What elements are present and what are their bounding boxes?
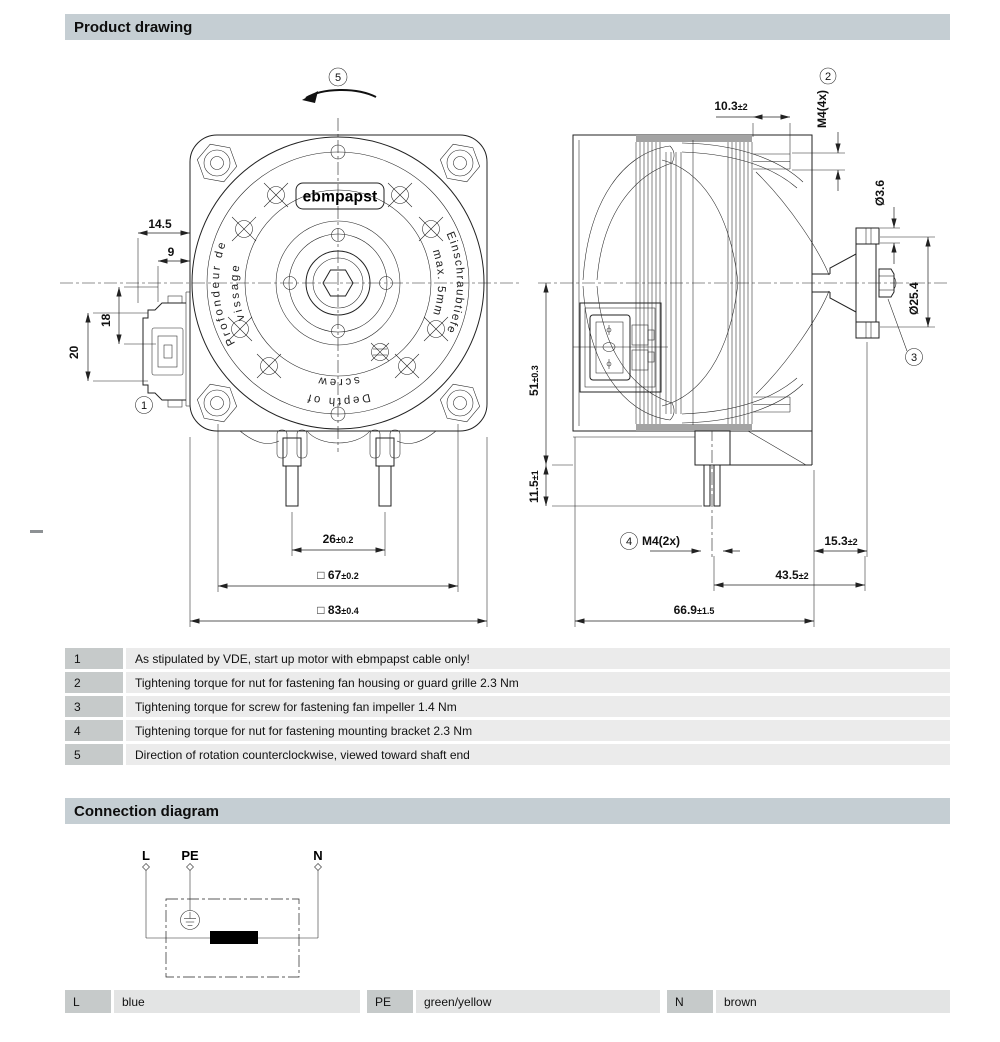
dim-83 [190,437,487,627]
svg-text:18: 18 [99,313,113,327]
connection-diagram [0,830,1000,988]
arc-text-french-1: Profondeur de [209,238,238,348]
corner-nut [437,142,482,183]
dim-26 [292,512,385,556]
arc-text-english-1: Depth of [304,390,372,408]
svg-text:15.3±2: 15.3±2 [824,534,858,548]
note-text: Tightening torque for nut for fastening mounting bracket 2.3 Nm [126,720,950,741]
legend-value: blue [114,990,360,1013]
dim-9 [158,245,190,302]
terminal-points [143,864,322,871]
svg-text:20: 20 [67,345,81,359]
svg-text:M4(4x): M4(4x) [815,89,829,128]
legend-key: L [65,990,111,1013]
product-drawing-title: Product drawing [74,18,193,36]
connection-diagram-header [65,798,950,824]
note-text: Direction of rotation counterclockwise, viewed toward shaft end [126,744,950,765]
circuit [146,871,318,978]
svg-text:Ø25.4: Ø25.4 [907,282,921,315]
note-number: 2 [65,672,123,693]
terminal-label-pe: PE [181,848,199,863]
note-number: 3 [65,696,123,717]
side-connector [573,303,668,392]
arc-text-french-2: vissage [228,262,248,323]
bracket-tab-top [753,154,790,169]
note-row [65,744,950,765]
dim-15-3 [814,342,867,557]
product-drawing-header [65,14,950,40]
svg-text:M4(2x): M4(2x) [642,534,681,548]
note-number: 5 [65,744,123,765]
stack-hatch-bottom [636,424,752,431]
legend-value: brown [716,990,950,1013]
svg-text:9: 9 [167,245,175,259]
ebmpapst-logo: ebmpapst [302,188,378,206]
balloon-5: 5 [334,72,342,84]
connection-diagram-title: Connection diagram [74,802,220,820]
svg-text:14.5: 14.5 [148,217,172,231]
svg-text:10.3±2: 10.3±2 [714,99,748,113]
dim-o25-4 [880,237,935,327]
corner-nut [437,382,482,423]
svg-text:3: 3 [910,352,918,364]
balloon-4: 4 [625,536,633,548]
page-margin-mark [30,530,43,533]
balloon-1 [136,397,153,414]
screw-head-symbol [371,343,389,361]
terminal-label-n: N [313,848,323,863]
arc-text-english-2: screw [315,373,361,389]
dim-51 [527,283,573,465]
svg-text:□ 67±0.2: □ 67±0.2 [317,568,359,582]
terminal-label-l: L [142,848,150,863]
dim-o3-6 [873,180,900,264]
svg-text:□ 83±0.4: □ 83±0.4 [317,603,359,617]
terminal-labels [142,848,323,863]
svg-text:43.5±2: 43.5±2 [775,568,809,582]
corner-nut [194,382,239,423]
legend-key: N [667,990,713,1013]
earth-symbol [181,911,200,930]
note-row [65,648,950,669]
note-row [65,696,950,717]
side-view [527,68,948,627]
dim-m4-2x [621,533,741,552]
svg-text:66.9±1.5: 66.9±1.5 [673,603,715,617]
svg-text:11.5±1: 11.5±1 [527,470,541,503]
svg-text:51±0.3: 51±0.3 [527,365,541,396]
dim-43-5 [714,556,865,591]
note-text: As stipulated by VDE, start up motor with ebmpapst cable only! [126,648,950,669]
cable-connector [143,292,190,407]
arc-text-german-1b: Einschraubtiefe [443,230,467,336]
front-view [0,40,522,627]
note-text: Tightening torque for nut for fastening fan housing or guard grille 2.3 Nm [126,672,950,693]
stack-hatch-top [636,135,752,142]
note-number: 1 [65,648,123,669]
balloon-2: 2 [824,71,832,83]
note-row [65,720,950,741]
bracket-tab-bottom [753,397,790,412]
mounting-studs [240,430,436,506]
svg-text:Ø3.6: Ø3.6 [873,179,887,206]
corner-nut [194,142,239,183]
stator-stack [636,140,752,425]
arc-text-german-2: max. 5mm [429,248,448,318]
dim-11-5 [527,465,702,506]
dim-18 [99,287,158,344]
svg-text:1: 1 [140,400,148,412]
mounting-bracket-side [573,431,812,506]
svg-text:26±0.2: 26±0.2 [322,532,354,546]
rotation-direction [302,68,376,103]
note-text: Tightening torque for screw for fastening fan impeller 1.4 Nm [126,696,950,717]
winding-symbol [210,931,258,944]
rotation-arrowhead [302,91,318,103]
note-number: 4 [65,720,123,741]
note-row [65,672,950,693]
product-drawing [0,40,1000,648]
legend-value: green/yellow [416,990,660,1013]
legend-key: PE [367,990,413,1013]
dim-14-5 [138,217,190,303]
dim-m4-4x [792,68,845,191]
